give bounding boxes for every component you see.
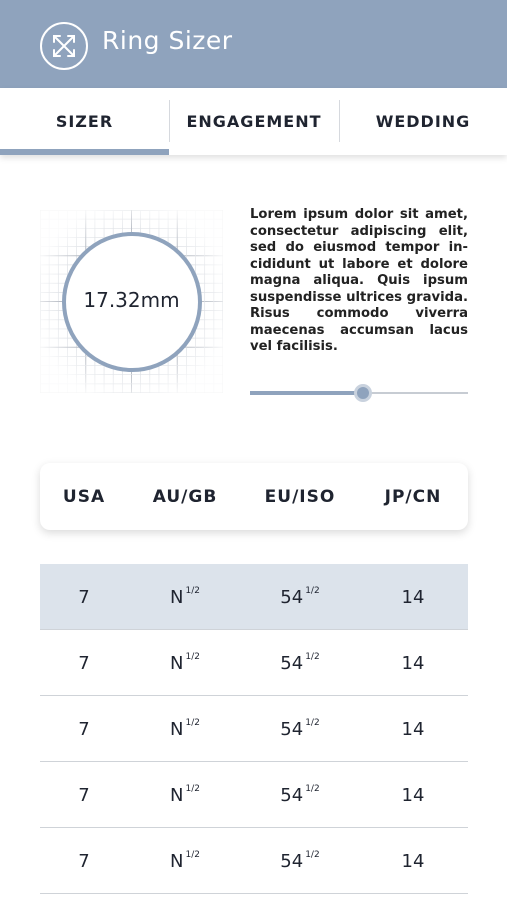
- column-header-usa: USA: [62, 486, 106, 507]
- crossed-arrows-icon: [40, 22, 88, 70]
- tab-engagement[interactable]: ENGAGEMENT: [186, 112, 322, 131]
- table-row[interactable]: [40, 564, 468, 630]
- cell-jp-cn: 14: [401, 784, 425, 806]
- cell-usa: 7: [78, 850, 90, 872]
- column-header-au-gb: AU/GB: [152, 486, 218, 507]
- cell-jp-cn: 14: [401, 850, 425, 872]
- cell-eu-iso: 54 $^{1/2}$: [280, 850, 320, 872]
- active-tab-indicator: [0, 149, 169, 155]
- cell-au-gb: N $^{1/2}$: [170, 652, 200, 674]
- cell-au-gb: N $^{1/2}$: [170, 718, 200, 740]
- cell-usa: 7: [78, 652, 90, 674]
- tab-bar: [0, 88, 507, 155]
- cell-usa: 7: [78, 586, 90, 608]
- size-slider[interactable]: [250, 382, 468, 404]
- cell-eu-iso: 54 $^{1/2}$: [280, 652, 320, 674]
- table-row[interactable]: [40, 696, 468, 762]
- table-row[interactable]: [40, 762, 468, 828]
- table-row[interactable]: [40, 828, 468, 894]
- column-header-jp-cn: JP/CN: [384, 486, 442, 507]
- column-header-eu-iso: EU/ISO: [264, 486, 336, 507]
- ring-diameter-label: 17.32mm: [83, 288, 180, 312]
- cell-au-gb: N $^{1/2}$: [170, 784, 200, 806]
- cell-jp-cn: 14: [401, 718, 425, 740]
- app-title: Ring Sizer: [102, 26, 233, 55]
- slider-fill: [250, 391, 363, 395]
- cell-au-gb: N $^{1/2}$: [170, 850, 200, 872]
- cell-jp-cn: 14: [401, 586, 425, 608]
- cell-eu-iso: 54 $^{1/2}$: [280, 784, 320, 806]
- slider-thumb[interactable]: [354, 384, 372, 402]
- tab-wedding[interactable]: WEDDING: [375, 112, 471, 131]
- cell-jp-cn: 14: [401, 652, 425, 674]
- tab-sizer[interactable]: SIZER: [55, 112, 114, 131]
- size-table-rows: [40, 564, 468, 894]
- cell-eu-iso: 54 $^{1/2}$: [280, 718, 320, 740]
- cell-eu-iso: 54 $^{1/2}$: [280, 586, 320, 608]
- cell-usa: 7: [78, 718, 90, 740]
- app-header: [0, 0, 507, 88]
- cell-au-gb: N $^{1/2}$: [170, 586, 200, 608]
- size-table-header: [40, 463, 468, 530]
- table-row[interactable]: [40, 630, 468, 696]
- cell-usa: 7: [78, 784, 90, 806]
- sizer-description: Lorem ipsum dolor sit amet, consectetur adipiscing elit, sed do eiusmod tempor incididunt ut labore et dolore magna aliqua. Quis ipsum suspendisse ultrices gravida. Risus commodo viverra maecenas accumsan lacus vel facilisis.: [250, 207, 468, 354]
